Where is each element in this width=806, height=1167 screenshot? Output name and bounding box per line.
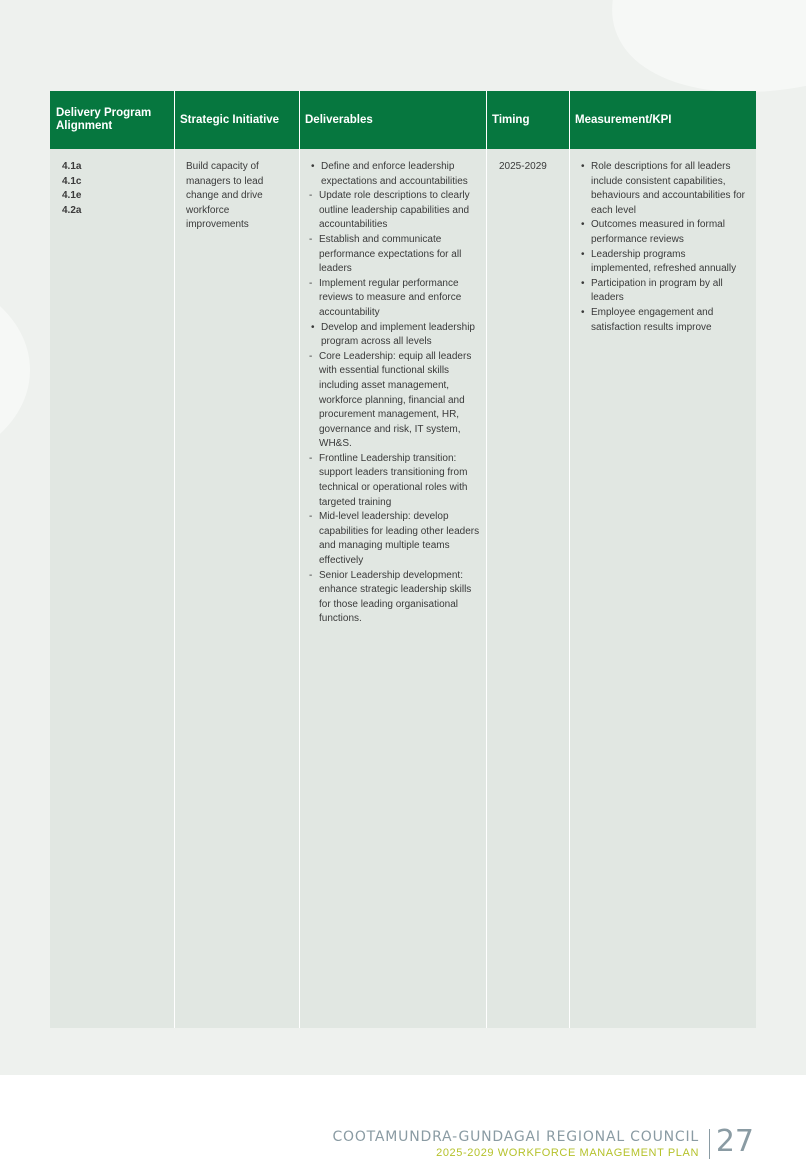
header-deliverables: Deliverables (305, 113, 373, 126)
kpi-item: • Participation in program by all leaders (578, 277, 748, 306)
deliverable-subitem: - Implement regular performance reviews to measure and enforce accountability (308, 277, 480, 321)
kpi-list (578, 160, 748, 335)
delivery-program-codes (62, 160, 162, 218)
kpi-item: • Outcomes measured in formal performance reviews (578, 218, 748, 247)
column-divider (486, 91, 487, 1028)
kpi-item: • Employee engagement and satisfaction results improve (578, 306, 748, 335)
deliverable-subitem: - Establish and communicate performance expectations for all leaders (308, 233, 480, 277)
column-divider (174, 91, 175, 1028)
program-code: 4.1e (62, 190, 82, 202)
column-divider (569, 91, 570, 1028)
column-divider (299, 91, 300, 1028)
deliverable-subitem: - Mid-level leadership: develop capabilities for leading other leaders and managing multiple teams effectively (308, 510, 480, 568)
workforce-action-table (50, 91, 756, 1028)
program-code: 4.1c (62, 175, 82, 187)
deliverable-item: • Define and enforce leadership expectations and accountabilities (308, 160, 480, 189)
kpi-item: • Leadership programs implemented, refreshed annually (578, 248, 748, 277)
deliverable-subitem: - Senior Leadership development: enhance strategic leadership skills for those leading organisational functions. (308, 569, 480, 627)
program-code: 4.1a (62, 161, 82, 172)
strategic-initiative-text: Build capacity of managers to lead change and drive workforce improvements (186, 161, 264, 231)
deliverables-cell (308, 160, 480, 627)
deliverable-subitem: - Core Leadership: equip all leaders with essential functional skills including asset management, workforce planning, financial and procurement management, HR, governance and risk, IT system, WH&S. (308, 350, 480, 452)
page-footer (334, 1126, 754, 1162)
header-strategic-initiative: Strategic Initiative (180, 113, 280, 126)
program-code: 4.2a (62, 204, 82, 216)
footer-divider (709, 1129, 710, 1159)
table-header (50, 91, 756, 149)
deliverable-subitem: - Update role descriptions to clearly outline leadership capabilities and accountabilities (308, 189, 480, 233)
header-measurement-kpi: Measurement/KPI (575, 113, 672, 126)
header-delivery-program-alignment: Delivery Program Alignment (56, 107, 152, 132)
council-name: COOTAMUNDRA-GUNDAGAI REGIONAL COUNCIL (332, 1129, 699, 1145)
kpi-cell (578, 160, 748, 335)
deliverables-list (308, 160, 480, 627)
deliverable-item: • Develop and implement leadership program across all levels (308, 321, 480, 350)
page-number: 27 (715, 1124, 754, 1159)
decorative-shape (0, 270, 30, 470)
timing-value: 2025-2029 (499, 161, 547, 172)
deliverable-subitem: - Frontline Leadership transition: support leaders transitioning from technical or operational roles with targeted training (308, 452, 480, 510)
header-timing: Timing (492, 113, 530, 126)
plan-title: 2025-2029 WORKFORCE MANAGEMENT PLAN (436, 1147, 699, 1159)
kpi-item: • Role descriptions for all leaders include consistent capabilities, behaviours and accountabilities for each level (578, 160, 748, 218)
